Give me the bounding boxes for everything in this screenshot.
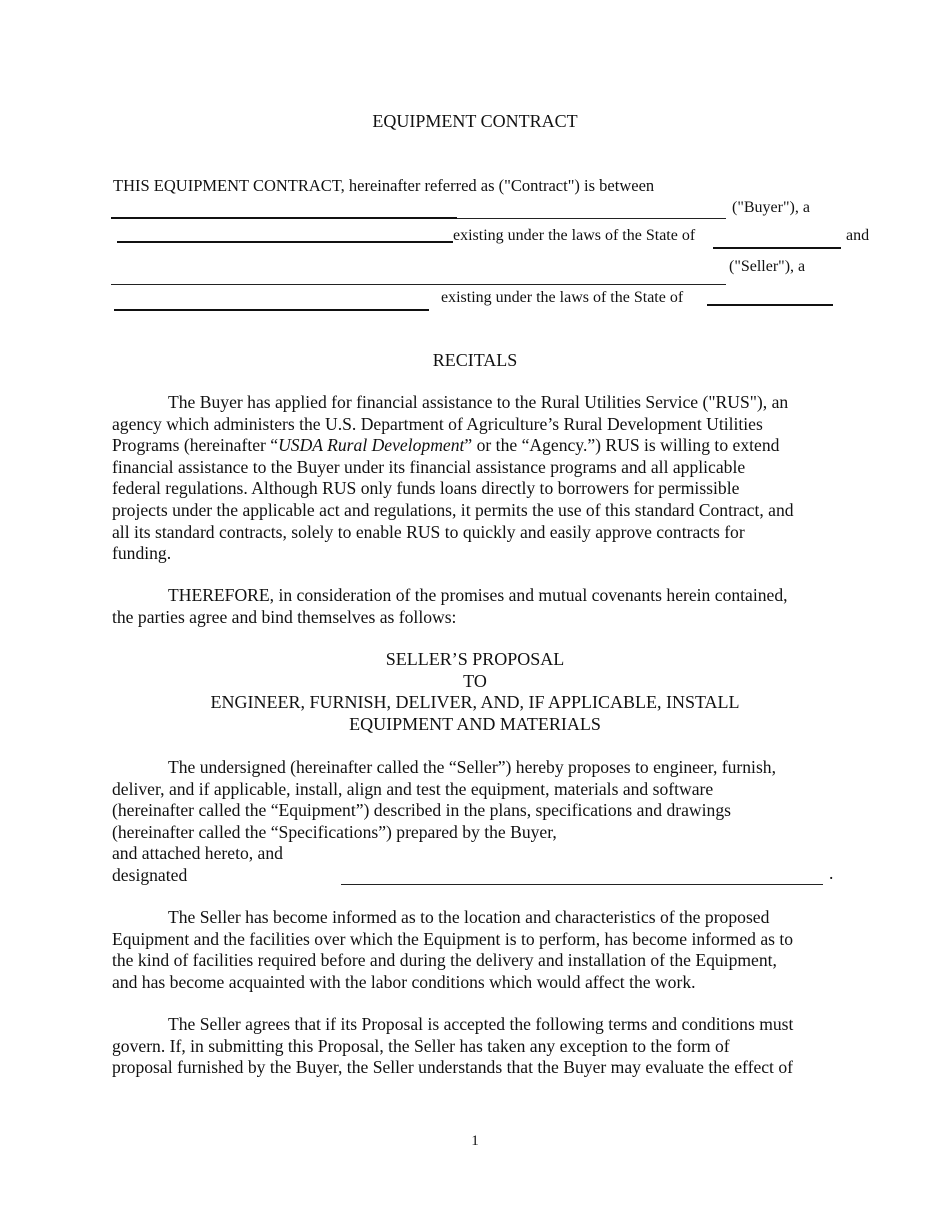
proposal-heading-line: ENGINEER, FURNISH, DELIVER, AND, IF APPLICABLE, INSTALL [210,692,740,713]
recitals-line-part: ” or the “Agency.”) RUS is willing to extend [464,435,780,456]
recitals-heading: RECITALS [432,350,518,370]
buyer-entity-blank[interactable] [117,241,453,243]
therefore-line: THEREFORE, in consideration of the promises and mutual covenants herein contained, [168,585,788,605]
recitals-line-part: Programs (hereinafter “ [112,435,279,456]
agrees-line: The Seller agrees that if its Proposal is accepted the following terms and conditions must [168,1014,794,1034]
designated-blank[interactable] [341,884,823,885]
designated-period: . [829,863,834,883]
undersigned-line: and attached hereto, and [112,843,283,864]
and-text: and [846,227,870,244]
proposal-heading-line: SELLER’S PROPOSAL [385,649,565,669]
buyer-label: ("Buyer"), a [732,199,810,216]
agrees-paragraph [112,1014,840,1079]
recitals-line: projects under the applicable act and regulations, it permits the use of this standard Contract, and [112,499,794,520]
buyer-state-blank[interactable] [713,247,841,249]
buyer-name-blank-b[interactable] [457,218,726,219]
seller-state-blank[interactable] [707,304,833,306]
recitals-line: financial assistance to the Buyer under its financial assistance programs and all applicable [112,456,746,477]
undersigned-paragraph [112,757,840,887]
buyer-existing-text: existing under the laws of the State of [453,227,696,244]
informed-line: the kind of facilities required before and during the delivery and installation of the Equipment, [112,950,777,971]
seller-existing-text: existing under the laws of the State of [441,289,684,306]
proposal-heading-line: TO [463,670,487,691]
recitals-line: The Buyer has applied for financial assistance to the Rural Utilities Service ("RUS"), an [168,392,789,412]
informed-paragraph [112,907,840,993]
undersigned-line: (hereinafter called the “Equipment”) described in the plans, specifications and drawings [112,800,731,821]
undersigned-line: deliver, and if applicable, install, align and test the equipment, materials and software [112,778,714,799]
usda-rd-italic: USDA Rural Development [278,435,465,456]
therefore-paragraph [112,585,840,628]
undersigned-line: The undersigned (hereinafter called the “Seller”) hereby proposes to engineer, furnish, [168,757,776,777]
seller-label: ("Seller"), a [729,258,806,275]
recitals-line: funding. [112,543,172,564]
proposal-heading [0,649,950,735]
intro-text: THIS EQUIPMENT CONTRACT, hereinafter referred as ("Contract") is between [113,176,655,195]
recitals-line: federal regulations. Although RUS only funds loans directly to borrowers for permissible [112,478,740,499]
recitals-line [112,435,840,457]
undersigned-line: (hereinafter called the “Specifications”) prepared by the Buyer, [112,821,557,842]
recitals-line: all its standard contracts, solely to enable RUS to quickly and easily approve contracts for [112,521,745,542]
undersigned-line: designated [112,864,188,885]
agrees-line: proposal furnished by the Buyer, the Seller understands that the Buyer may evaluate the effect of [112,1057,794,1078]
recitals-paragraph [112,392,840,565]
informed-line: and has become acquainted with the labor conditions which would affect the work. [112,971,696,992]
informed-line: The Seller has become informed as to the location and characteristics of the proposed [168,907,770,927]
recitals-line: agency which administers the U.S. Department of Agriculture’s Rural Development Utilities [112,413,763,434]
proposal-heading-line: EQUIPMENT AND MATERIALS [349,713,601,734]
buyer-name-blank-a[interactable] [111,217,457,219]
page-number: 1 [471,1133,479,1149]
seller-name-blank[interactable] [111,284,726,285]
document-title: EQUIPMENT CONTRACT [372,111,578,131]
agrees-line: govern. If, in submitting this Proposal, the Seller has taken any exception to the form of [112,1035,730,1056]
therefore-line: the parties agree and bind themselves as follows: [112,606,457,627]
seller-entity-blank[interactable] [114,309,429,311]
informed-line: Equipment and the facilities over which the Equipment is to perform, has become informed as to [112,928,794,949]
